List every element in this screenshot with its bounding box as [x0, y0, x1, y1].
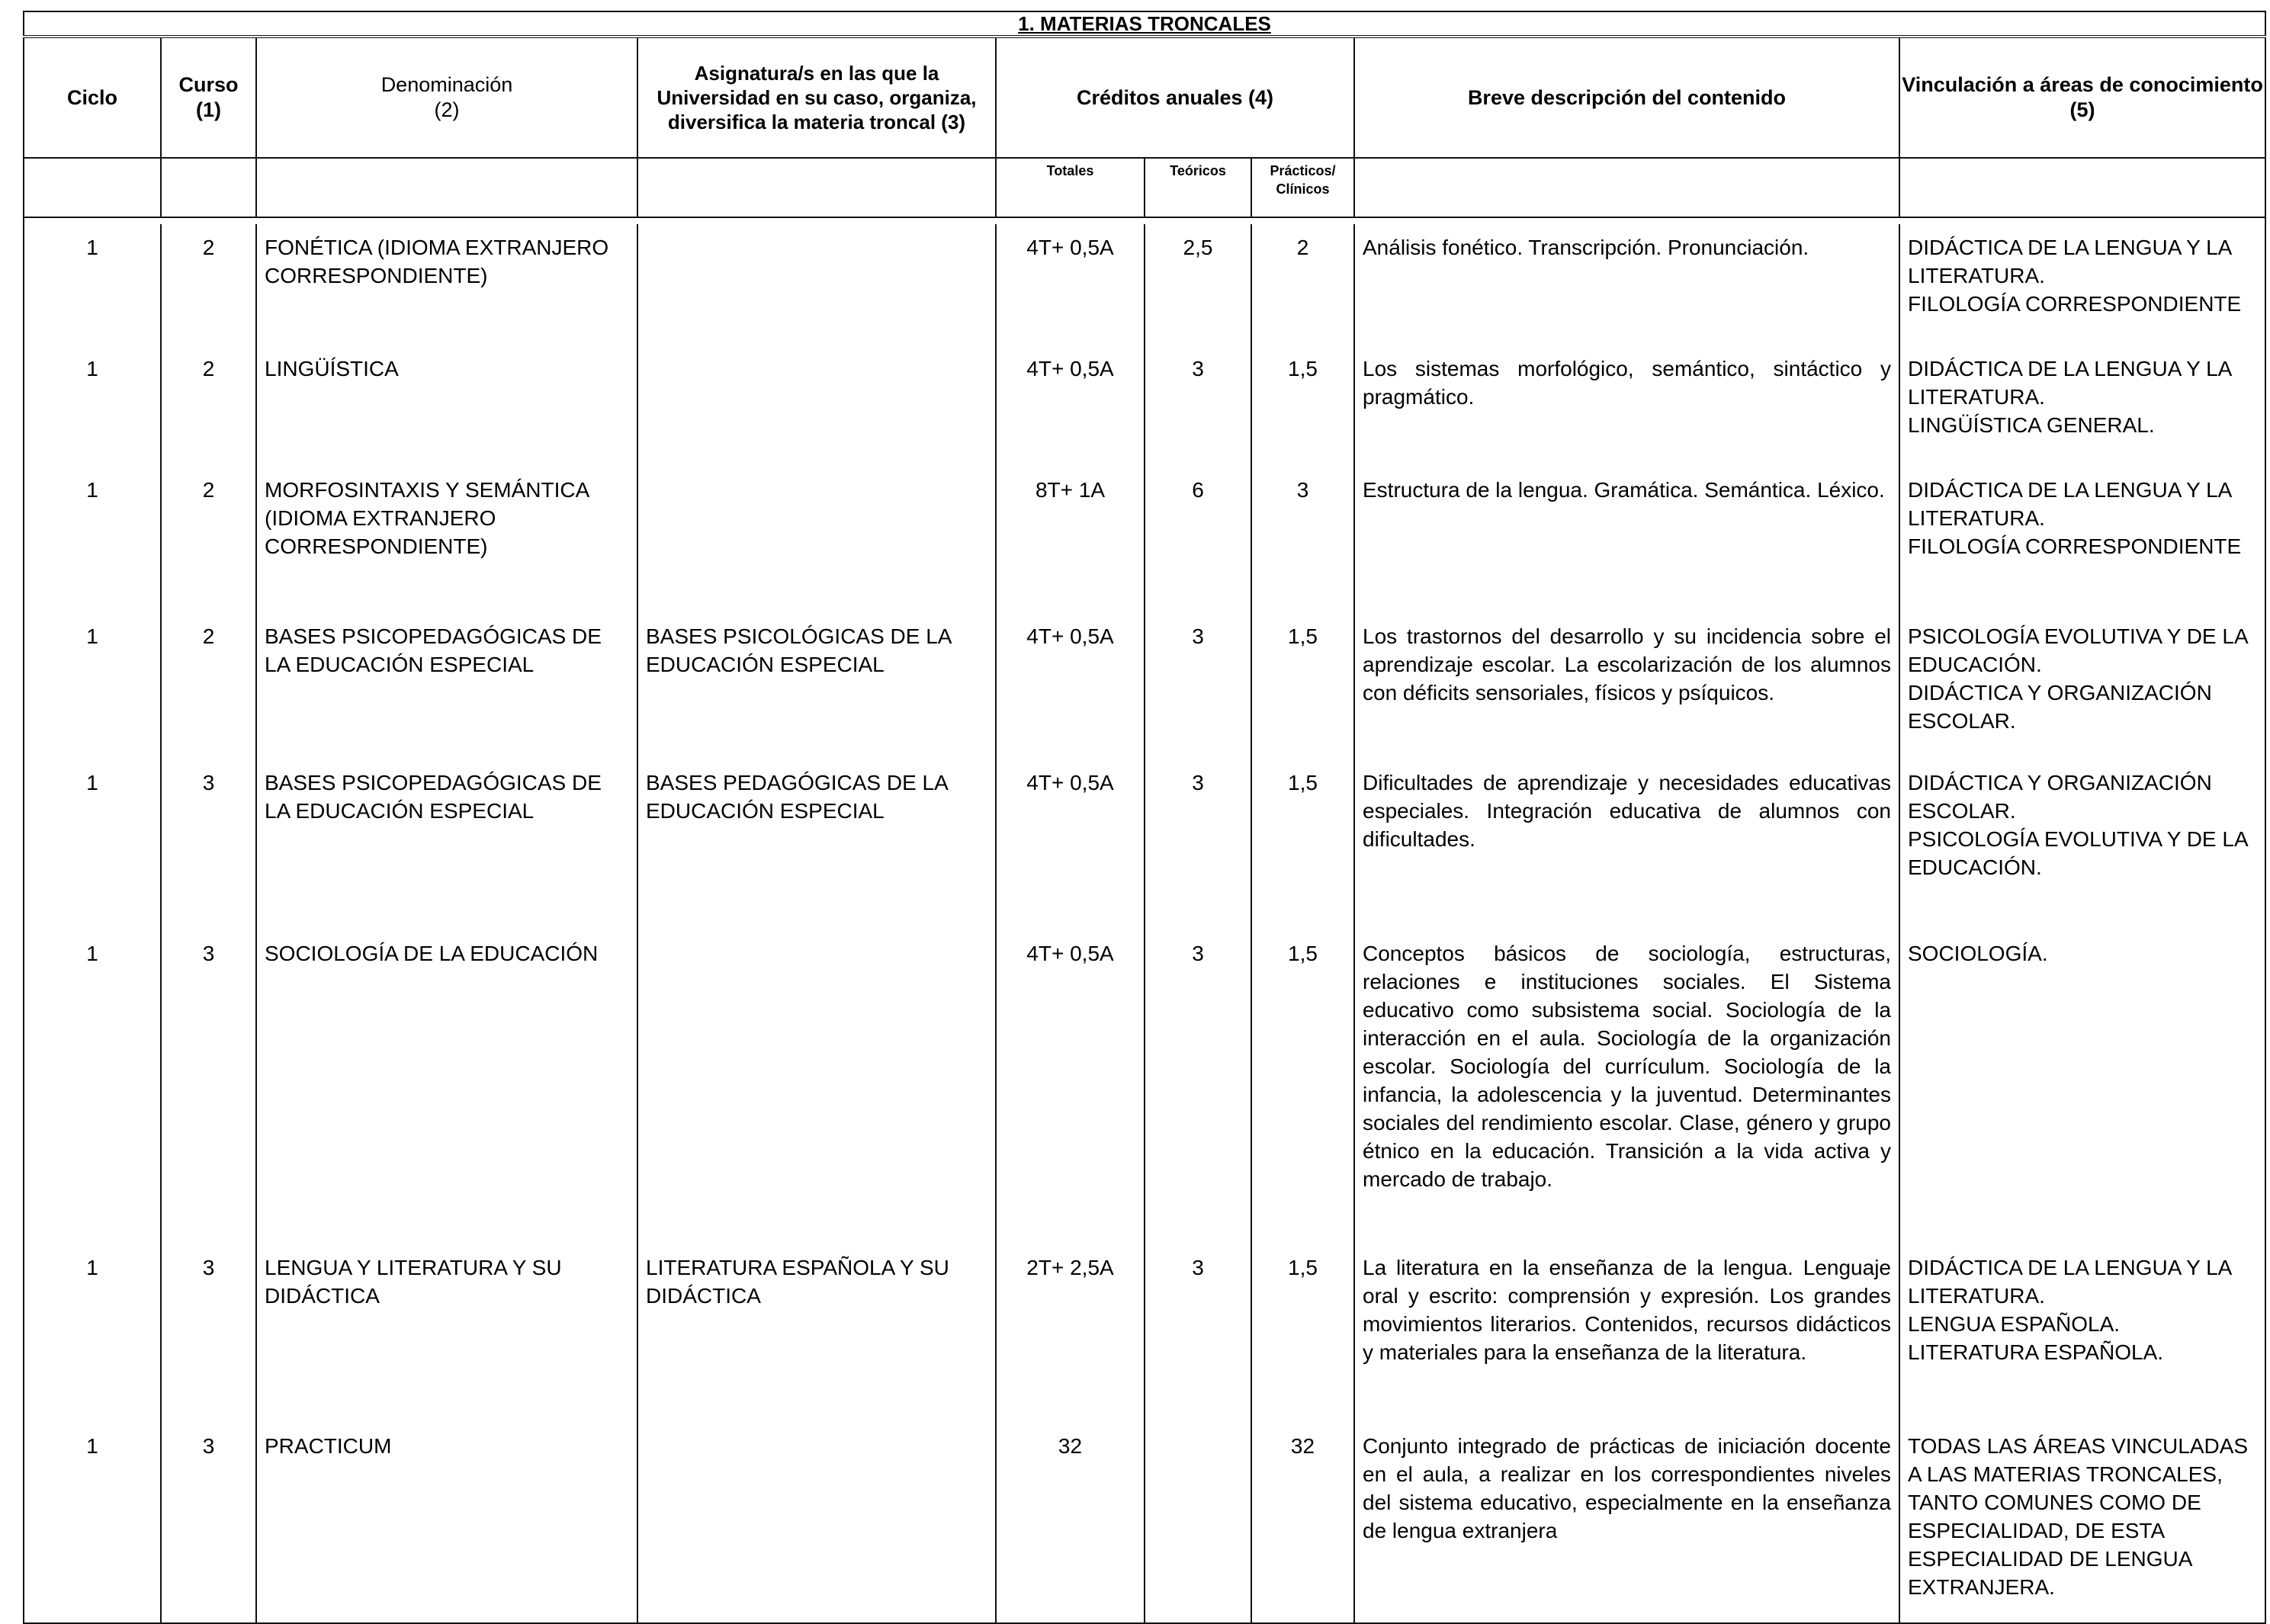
cell-totales: 4T+ 0,5A [996, 930, 1145, 1244]
cell-asignatura [637, 467, 996, 613]
cell-teoricos [1145, 1423, 1251, 1623]
header-asignatura: Asignatura/s en las que la Universidad en su caso, organiza, diversifica la materia troncal (3) [637, 37, 996, 158]
table-row [24, 224, 2265, 345]
cell-teoricos: 6 [1145, 467, 1251, 613]
cell-denominacion: LENGUA Y LITERATURA Y SU DIDÁCTICA [256, 1244, 637, 1423]
table-row [24, 467, 2265, 613]
cell-asignatura [637, 345, 996, 467]
cell-totales: 4T+ 0,5A [996, 224, 1145, 345]
table-row [24, 345, 2265, 467]
cell-denominacion: SOCIOLOGÍA DE LA EDUCACIÓN [256, 930, 637, 1244]
cell-totales: 32 [996, 1423, 1145, 1623]
table-row [24, 930, 2265, 1244]
cell-curso: 3 [161, 1423, 256, 1623]
cell-descripcion: Conceptos básicos de sociología, estructuras, relaciones e instituciones sociales. El Sistema educativo como subsistema social. Sociología de la interacción en el aula. Sociología de la organización escolar. Sociología del currículum. Sociología de la infancia, la adolescencia y la juventud. Determinantes sociales del rendimiento escolar. Clase, género y grupo étnico en la educación. Transición a la vida activa y mercado de trabajo. [1354, 930, 1899, 1244]
cell-teoricos: 2,5 [1145, 224, 1251, 345]
cell-asignatura [637, 224, 996, 345]
cell-descripcion: Análisis fonético. Transcripción. Pronunciación. [1354, 224, 1899, 345]
cell-descripcion: Los trastornos del desarrollo y su incidencia sobre el aprendizaje escolar. La escolarización de los alumnos con déficits sensoriales, físicos y psíquicos. [1354, 613, 1899, 759]
cell-denominacion: BASES PSICOPEDAGÓGICAS DE LA EDUCACIÓN ESPECIAL [256, 613, 637, 759]
cell-ciclo: 1 [24, 345, 161, 467]
cell-totales: 4T+ 0,5A [996, 345, 1145, 467]
cell-totales: 4T+ 0,5A [996, 613, 1145, 759]
cell-denominacion: PRACTICUM [256, 1423, 637, 1623]
cell-asignatura: BASES PSICOLÓGICAS DE LA EDUCACIÓN ESPECIAL [637, 613, 996, 759]
cell-ciclo: 1 [24, 1423, 161, 1623]
subheader-empty [161, 158, 256, 217]
cell-curso: 2 [161, 224, 256, 345]
cell-descripcion: Conjunto integrado de prácticas de iniciación docente en el aula, a realizar en los correspondientes niveles del sistema educativo, especialmente en la enseñanza de lengua extranjera [1354, 1423, 1899, 1623]
cell-practicos: 32 [1251, 1423, 1354, 1623]
cell-asignatura [637, 930, 996, 1244]
cell-denominacion: BASES PSICOPEDAGÓGICAS DE LA EDUCACIÓN ESPECIAL [256, 759, 637, 930]
cell-vinculacion: SOCIOLOGÍA. [1899, 930, 2265, 1244]
cell-practicos: 2 [1251, 224, 1354, 345]
subheader-practicos: Prácticos/ Clínicos [1251, 158, 1354, 217]
cell-teoricos: 3 [1145, 759, 1251, 930]
cell-curso: 2 [161, 467, 256, 613]
table-title: 1. MATERIAS TRONCALES [24, 11, 2265, 37]
cell-denominacion: LINGÜÍSTICA [256, 345, 637, 467]
cell-ciclo: 1 [24, 759, 161, 930]
cell-vinculacion: PSICOLOGÍA EVOLUTIVA Y DE LA EDUCACIÓN. DIDÁCTICA Y ORGANIZACIÓN ESCOLAR. [1899, 613, 2265, 759]
cell-ciclo: 1 [24, 224, 161, 345]
cell-totales: 2T+ 2,5A [996, 1244, 1145, 1423]
cell-vinculacion: DIDÁCTICA DE LA LENGUA Y LA LITERATURA. FILOLOGÍA CORRESPONDIENTE [1899, 467, 2265, 613]
subheader-empty [637, 158, 996, 217]
cell-practicos: 1,5 [1251, 930, 1354, 1244]
cell-totales: 8T+ 1A [996, 467, 1145, 613]
header-ciclo: Ciclo [24, 37, 161, 158]
header-vinculacion: Vinculación a áreas de conocimiento (5) [1899, 37, 2265, 158]
cell-teoricos: 3 [1145, 613, 1251, 759]
cell-totales: 4T+ 0,5A [996, 759, 1145, 930]
cell-descripcion: Dificultades de aprendizaje y necesidades educativas especiales. Integración educativa de alumnos con dificultades. [1354, 759, 1899, 930]
cell-vinculacion: DIDÁCTICA DE LA LENGUA Y LA LITERATURA. LENGUA ESPAÑOLA. LITERATURA ESPAÑOLA. [1899, 1244, 2265, 1423]
header-descripcion: Breve descripción del contenido [1354, 37, 1899, 158]
cell-teoricos: 3 [1145, 345, 1251, 467]
cell-curso: 3 [161, 759, 256, 930]
cell-practicos: 1,5 [1251, 345, 1354, 467]
cell-practicos: 3 [1251, 467, 1354, 613]
cell-vinculacion: DIDÁCTICA DE LA LENGUA Y LA LITERATURA. FILOLOGÍA CORRESPONDIENTE [1899, 224, 2265, 345]
cell-curso: 3 [161, 1244, 256, 1423]
cell-vinculacion: TODAS LAS ÁREAS VINCULADAS A LAS MATERIAS TRONCALES, TANTO COMUNES COMO DE ESPECIALIDAD, DE ESTA ESPECIALIDAD DE LENGUA EXTRANJERA. [1899, 1423, 2265, 1623]
cell-ciclo: 1 [24, 613, 161, 759]
header-creditos: Créditos anuales (4) [996, 37, 1354, 158]
subheader-empty [256, 158, 637, 217]
table-row [24, 613, 2265, 759]
subheader-empty [24, 158, 161, 217]
materias-body-table [23, 224, 2266, 1624]
document-frame [23, 11, 2265, 1599]
subheader-totales: Totales [996, 158, 1145, 217]
cell-denominacion: FONÉTICA (IDIOMA EXTRANJERO CORRESPONDIENTE) [256, 224, 637, 345]
cell-curso: 3 [161, 930, 256, 1244]
cell-teoricos: 3 [1145, 1244, 1251, 1423]
cell-descripcion: Estructura de la lengua. Gramática. Semántica. Léxico. [1354, 467, 1899, 613]
cell-denominacion: MORFOSINTAXIS Y SEMÁNTICA (IDIOMA EXTRANJERO CORRESPONDIENTE) [256, 467, 637, 613]
cell-practicos: 1,5 [1251, 759, 1354, 930]
subheader-empty [1899, 158, 2265, 217]
subheader-empty [1354, 158, 1899, 217]
cell-ciclo: 1 [24, 467, 161, 613]
table-row [24, 759, 2265, 930]
cell-practicos: 1,5 [1251, 613, 1354, 759]
header-denominacion: Denominación (2) [256, 37, 637, 158]
cell-asignatura: BASES PEDAGÓGICAS DE LA EDUCACIÓN ESPECIAL [637, 759, 996, 930]
cell-teoricos: 3 [1145, 930, 1251, 1244]
cell-descripcion: La literatura en la enseñanza de la lengua. Lenguaje oral y escrito: comprensión y expresión. Los grandes movimientos literarios. Contenidos, recursos didácticos y materiales para la enseñanza de la literatura. [1354, 1244, 1899, 1423]
cell-ciclo: 1 [24, 1244, 161, 1423]
table-row [24, 1244, 2265, 1423]
cell-asignatura [637, 1423, 996, 1623]
cell-asignatura: LITERATURA ESPAÑOLA Y SU DIDÁCTICA [637, 1244, 996, 1423]
materias-troncales-table [23, 11, 2266, 226]
cell-descripcion: Los sistemas morfológico, semántico, sintáctico y pragmático. [1354, 345, 1899, 467]
cell-practicos: 1,5 [1251, 1244, 1354, 1423]
cell-ciclo: 1 [24, 930, 161, 1244]
table-row [24, 1423, 2265, 1623]
header-curso: Curso (1) [161, 37, 256, 158]
cell-vinculacion: DIDÁCTICA DE LA LENGUA Y LA LITERATURA. LINGÜÍSTICA GENERAL. [1899, 345, 2265, 467]
cell-curso: 2 [161, 613, 256, 759]
subheader-teoricos: Teóricos [1145, 158, 1251, 217]
cell-curso: 2 [161, 345, 256, 467]
cell-vinculacion: DIDÁCTICA Y ORGANIZACIÓN ESCOLAR. PSICOLOGÍA EVOLUTIVA Y DE LA EDUCACIÓN. [1899, 759, 2265, 930]
